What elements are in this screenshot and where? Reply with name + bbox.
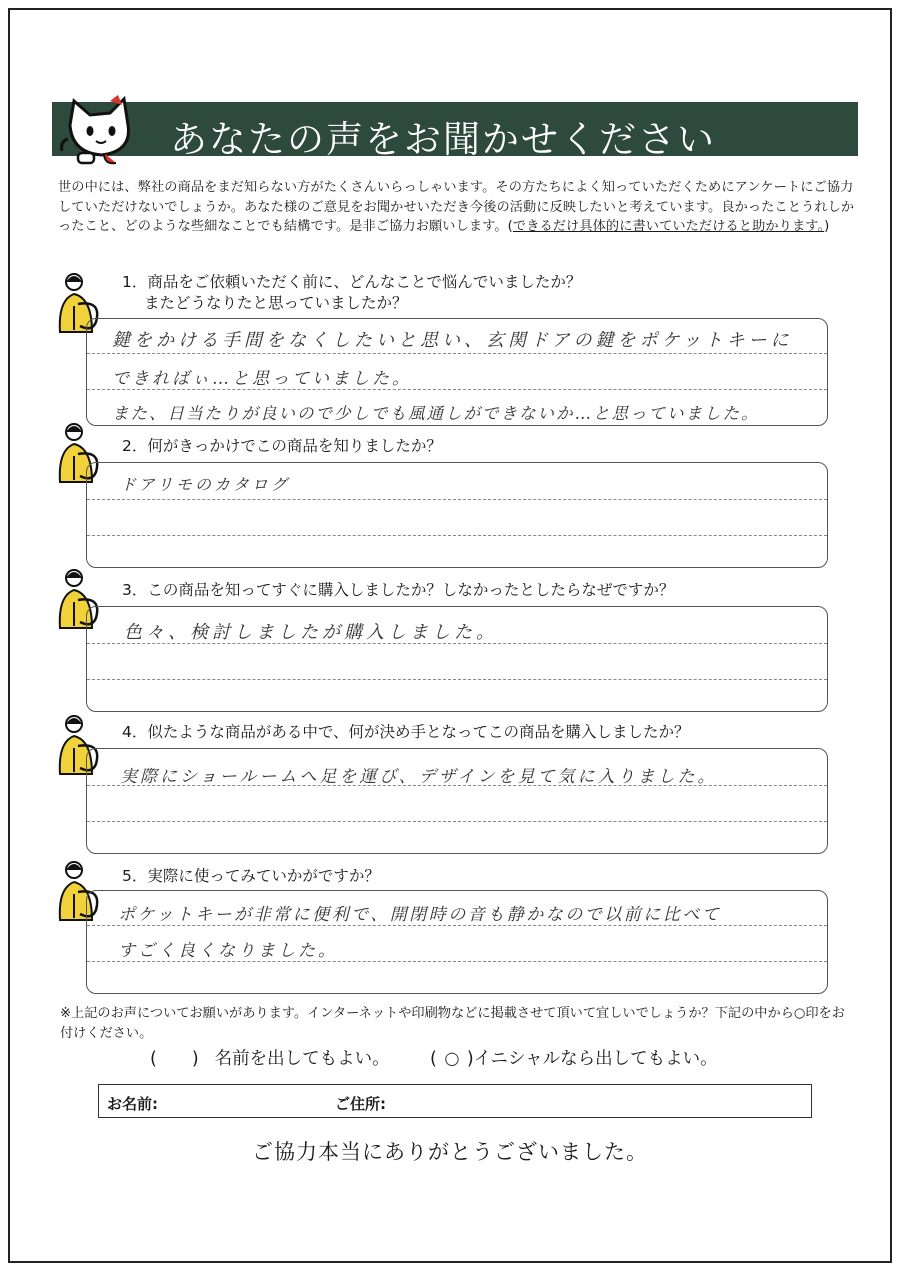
answer-1-line-2: できればぃ…と思っていました。 bbox=[112, 369, 412, 389]
option-initial-ok[interactable]: ( ○ )イニシャルなら出してもよい。 bbox=[430, 1049, 718, 1069]
thanks-message: ご協力本当にありがとうございました。 bbox=[252, 1140, 648, 1164]
answer-1-line-1: 鍵をかける手間をなくしたいと思い、玄関ドアの鍵をポケットキーに bbox=[112, 330, 793, 351]
answer-2-line-1: ドアリモのカタログ bbox=[120, 475, 290, 494]
address-label: ご住所: bbox=[335, 1095, 386, 1113]
selected-circle-mark: ○ bbox=[444, 1049, 460, 1069]
page-title: あなたの声をお聞かせください bbox=[170, 118, 716, 161]
intro-text: 世の中には、弊社の商品をまだ知らない方がたくさんいらっしゃいます。その方たちによく知っていただくためにアンケートにご協力していただけないでしょうか。あなた様のご意見をお聞かせいただき今後の活動に反映したいと考えています。良かったことうれしかったこと、どのような些細なことでも結構です。是非ご協力お願いします。(できるだけ具体的に書いていただけると助かります。) bbox=[58, 180, 855, 234]
question-4-label: 4．似たような商品がある中で、何が決め手となってこの商品を購入しましたか？ bbox=[122, 723, 690, 741]
name-label: お名前: bbox=[107, 1095, 158, 1113]
question-2-label: 2．何がきっかけでこの商品を知りましたか？ bbox=[122, 437, 442, 455]
answer-4-line-1: 実際にショールームへ足を運び、デザインを見て気に入りました。 bbox=[120, 767, 718, 787]
answer-1-line-3: また、日当たりが良いので少しでも風通しができないか…と思っていました。 bbox=[112, 404, 760, 423]
answer-5-line-1: ポケットキーが非常に便利で、開閉時の音も静かなので以前に比べて bbox=[118, 905, 722, 925]
cat-mascot-icon bbox=[60, 95, 152, 167]
answer-5-line-2: すごく良くなりました。 bbox=[118, 941, 338, 961]
question-5-label: 5．実際に使ってみていかがですか？ bbox=[122, 867, 380, 885]
name-address-box bbox=[98, 1084, 812, 1118]
question-1-label: 1．商品をご依頼いただく前に、どんなことで悩んでいましたか？ またどうなりたと思っていましたか？ bbox=[122, 273, 582, 312]
question-3-label: 3．この商品を知ってすぐに購入しましたか？しなかったとしたらなぜですか？ bbox=[122, 581, 675, 599]
option-name-ok[interactable]: ( ) 名前を出してもよい。 bbox=[150, 1049, 390, 1069]
publication-note: ※上記のお声についてお願いがあります。インターネットや印刷物などに掲載させて頂いて宜しいでしょうか？下記の中から○印をお付けください。 bbox=[60, 1006, 845, 1041]
answer-3-line-1: 色々、検討しましたが購入しました。 bbox=[124, 622, 498, 643]
header-banner bbox=[52, 102, 858, 161]
